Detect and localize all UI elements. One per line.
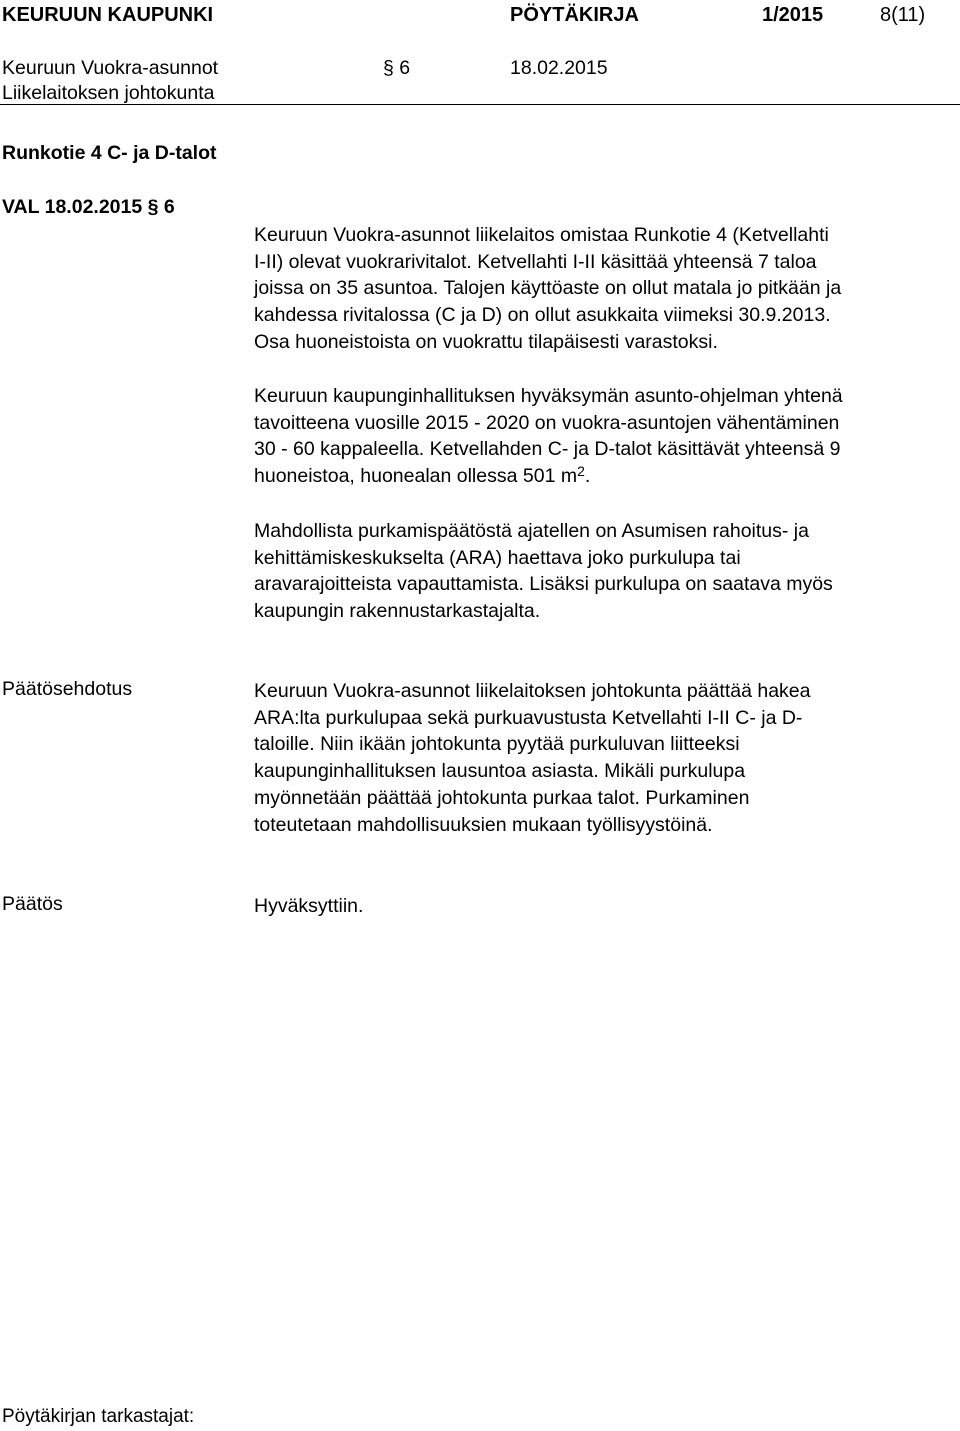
paragraph-line: tavoitteena vuosille 2015 - 2020 on vuokra-asuntojen vähentäminen — [254, 411, 840, 434]
item-title: Runkotie 4 C- ja D-talot — [2, 142, 217, 164]
area-text: huoneistoa, huonealan ollessa 501 m — [254, 465, 578, 488]
document-type: PÖYTÄKIRJA — [510, 4, 639, 26]
paragraph-line: aravarajoitteista vapauttamista. Lisäksi purkulupa on saatava myös — [254, 573, 833, 596]
permit-paragraph — [254, 518, 960, 625]
meeting-date: 18.02.2015 — [510, 57, 608, 79]
paragraph-line: joissa on 35 asuntoa. Talojen käyttöaste on ollut matala jo pitkään ja — [254, 277, 842, 300]
paragraph-line: taloille. Niin ikään johtokunta pyytää purkuluvan liitteeksi — [254, 733, 740, 756]
period: . — [584, 465, 591, 488]
proposal-text — [254, 678, 960, 838]
paragraph-line: Keuruun Vuokra-asunnot liikelaitoksen johtokunta päättää hakea — [254, 680, 811, 702]
paragraph-line: myönnetään päättää johtokunta purkaa talot. Purkaminen — [254, 786, 750, 809]
decision-label: Päätös — [2, 893, 63, 915]
paragraph-line — [254, 463, 960, 490]
paragraph-line: I-II) olevat vuokrarivitalot. Ketvellahti I-II käsittää yhteensä 7 taloa — [254, 250, 817, 273]
board-name: Liikelaitoksen johtokunta — [2, 82, 215, 104]
proposal-label: Päätösehdotus — [2, 678, 133, 700]
paragraph-line: Keuruun kaupunginhallituksen hyväksymän asunto-ohjelman yhtenä — [254, 385, 843, 407]
paragraph-line: kaupungin rakennustarkastajalta. — [254, 600, 541, 623]
paragraph-line: kehittämiskeskukselta (ARA) haettava joko purkulupa tai — [254, 546, 741, 569]
minutes-checkers-label: Pöytäkirjan tarkastajat: — [2, 1406, 195, 1427]
paragraph-line: kaupunginhallituksen lausuntoa asiasta. Mikäli purkulupa — [254, 760, 746, 783]
background-paragraph — [254, 222, 960, 356]
city-name: KEURUUN KAUPUNKI — [2, 4, 214, 26]
document-number: 1/2015 — [762, 4, 824, 26]
page-number: 8(11) — [880, 4, 926, 26]
housing-program-paragraph — [254, 383, 960, 490]
decision-text: Hyväksyttiin. — [254, 895, 364, 917]
item-reference: VAL 18.02.2015 § 6 — [2, 196, 175, 218]
square-superscript: 2 — [577, 463, 585, 480]
paragraph-line: Osa huoneistoista on vuokrattu tilapäisesti varastoksi. — [254, 330, 718, 353]
header-divider — [0, 104, 960, 105]
organization-name: Keuruun Vuokra-asunnot — [2, 57, 219, 79]
paragraph-line: 30 - 60 kappaleella. Ketvellahden C- ja D-talot käsittävät yhteensä 9 — [254, 438, 841, 461]
section-number: § 6 — [383, 57, 411, 79]
paragraph-line: Mahdollista purkamispäätöstä ajatellen on Asumisen rahoitus- ja — [254, 520, 809, 542]
paragraph-line: Keuruun Vuokra-asunnot liikelaitos omistaa Runkotie 4 (Ketvellahti — [254, 224, 829, 246]
paragraph-line: ARA:lta purkulupaa sekä purkuavustusta Ketvellahti I-II C- ja D- — [254, 706, 803, 729]
paragraph-line: kahdessa rivitalossa (C ja D) on ollut asukkaita viimeksi 30.9.2013. — [254, 304, 831, 327]
paragraph-line: toteutetaan mahdollisuuksien mukaan työllisyystöinä. — [254, 813, 713, 836]
